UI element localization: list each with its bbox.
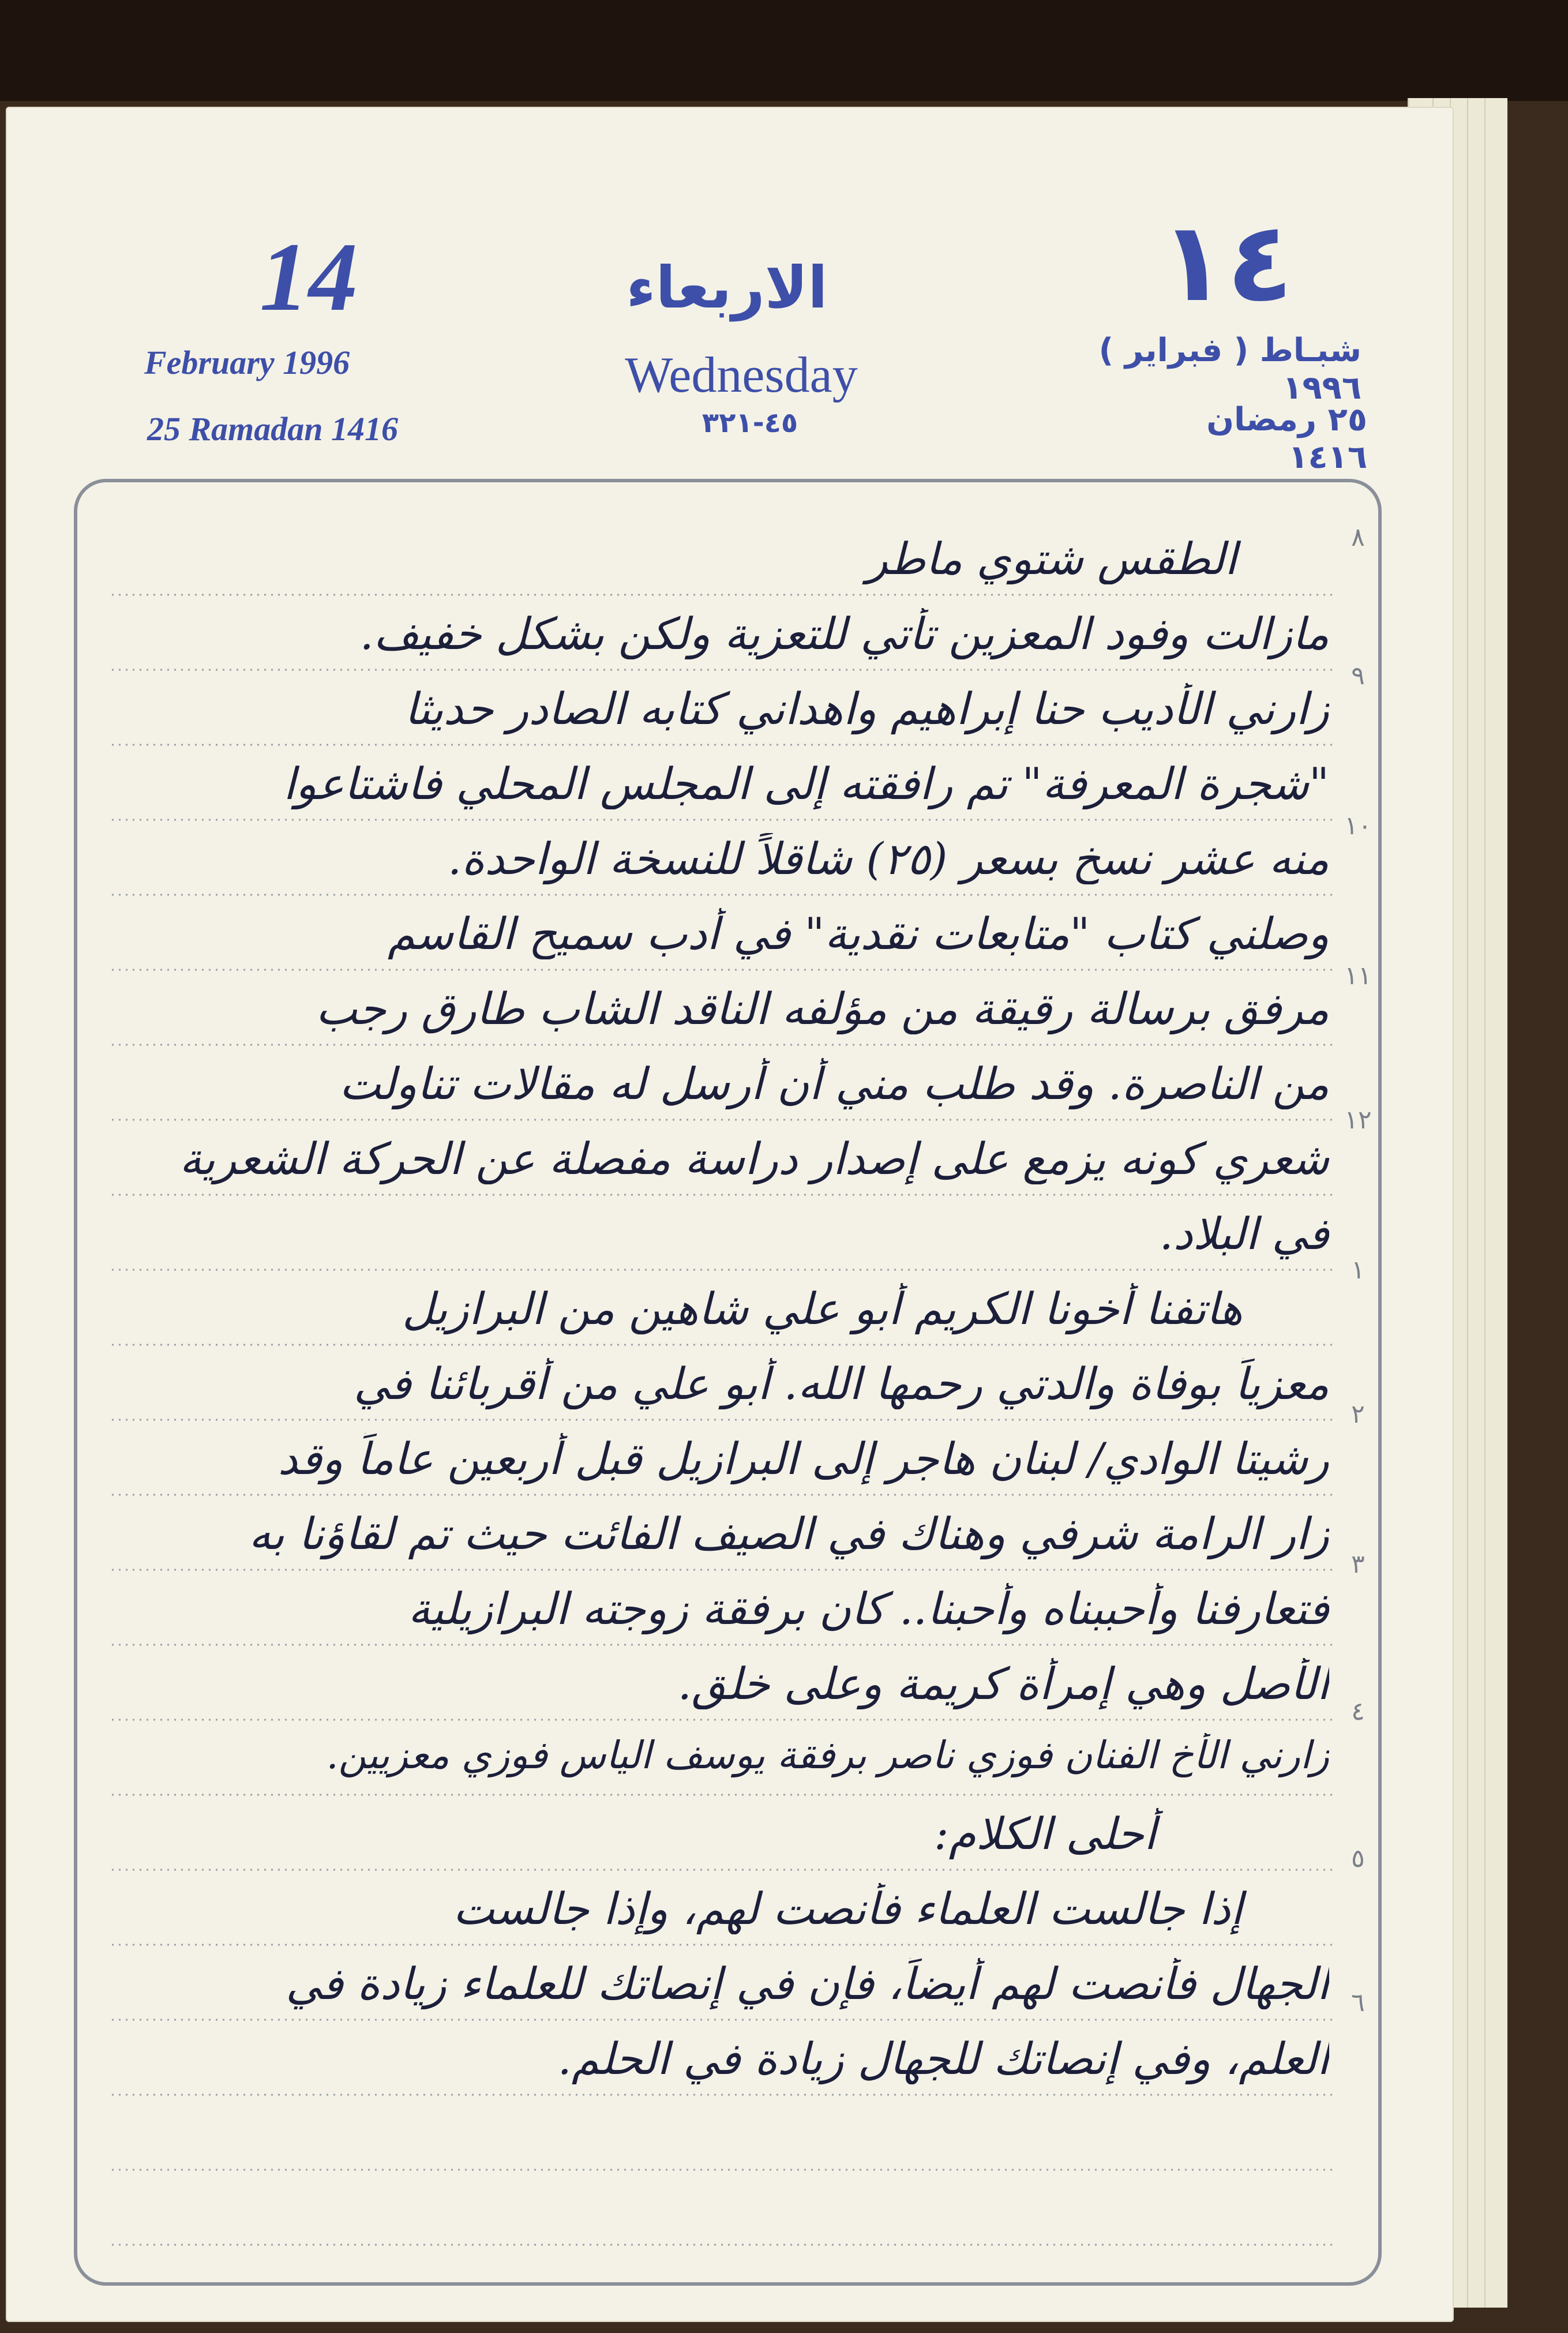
gregorian-date-english: February 1996	[144, 344, 350, 381]
weekday-english: Wednesday	[625, 347, 858, 403]
hour-marker-8: ٨	[1351, 523, 1365, 552]
entry-line: فتعارفنا وأحببناه وأحبنا.. كان برفقة زوجته البرازيلية	[408, 1583, 1329, 1634]
hijri-date-english: 25 Ramadan 1416	[147, 410, 399, 448]
entry-line: "شجرة المعرفة" تم رافقته إلى المجلس المحلي فاشتاعوا	[283, 758, 1329, 809]
hour-marker-6: ٦	[1351, 1988, 1365, 2017]
entry-line: زارني الأخ الفنان فوزي ناصر برفقة يوسف الياس فوزي معزيين.	[326, 1733, 1329, 1777]
hour-marker-10: ١٠	[1344, 811, 1372, 841]
hijri-date-arabic: ٢٥ رمضان ١٤١٦	[1206, 401, 1367, 476]
entry-line: رشيتا الوادي/ لبنان هاجر إلى البرازيل قبل أربعين عاماً وقد	[277, 1433, 1329, 1484]
entry-line: الأصل وهي إمرأة كريمة وعلى خلق.	[677, 1658, 1329, 1709]
hour-marker-2: ٢	[1351, 1400, 1365, 1429]
entry-line: زارني الأديب حنا إبراهيم واهداني كتابه الصادر حديثا	[404, 683, 1329, 734]
entry-line: أحلى الكلام:	[933, 1808, 1156, 1859]
entry-box	[74, 479, 1382, 2286]
hour-marker-4: ٤	[1351, 1697, 1365, 1726]
entry-line: مازالت وفود المعزين تأتي للتعزية ولكن بشكل خفيف.	[359, 608, 1329, 659]
entry-line: الطقس شتوي ماطر	[866, 533, 1237, 584]
entry-line: زار الرامة شرفي وهناك في الصيف الفائت حيث تم لقاؤنا به	[249, 1508, 1329, 1559]
entry-line: معزياً بوفاة والدتي رحمها الله. أبو علي من أقربائنا في	[354, 1358, 1329, 1409]
entry-line: هاتفنا أخونا الكريم أبو علي شاهين من البرازيل	[402, 1283, 1243, 1334]
gregorian-date-arabic: شبـاط ( فبراير ) ١٩٩٦	[1098, 332, 1361, 407]
entry-line: شعري كونه يزمع على إصدار دراسة مفصلة عن الحركة الشعرية	[179, 1133, 1329, 1184]
weekday-arabic: الاربعاء	[626, 254, 828, 321]
hour-marker-12: ١٢	[1344, 1105, 1372, 1135]
hour-marker-11: ١١	[1344, 961, 1372, 991]
entry-line: في البلاد.	[1159, 1208, 1329, 1259]
entry-line: منه عشر نسخ بسعر (٢٥) شاقلاً للنسخة الواحدة.	[448, 833, 1329, 884]
hour-marker-3: ٣	[1351, 1550, 1365, 1579]
entry-line: وصلني كتاب "متابعات نقدية" في أدب سميح القاسم	[387, 908, 1329, 959]
hour-marker-9: ٩	[1351, 661, 1365, 691]
scan-background	[0, 0, 1568, 101]
entry-line: إذا جالست العلماء فأنصت لهم، وإذا جالست	[453, 1883, 1243, 1934]
hour-marker-5: ٥	[1351, 1844, 1365, 1873]
entry-line: مرفق برسالة رقيقة من مؤلفه الناقد الشاب طارق رجب	[316, 983, 1329, 1034]
day-number-arabic: ١٤	[1160, 198, 1293, 326]
hour-marker-1: ١	[1351, 1255, 1365, 1285]
entry-line: من الناصرة. وقد طلب مني أن أرسل له مقالات تناولت	[339, 1058, 1329, 1109]
entry-line: العلم، وفي إنصاتك للجهال زيادة في الحلم.	[557, 2033, 1329, 2084]
day-of-year-counter: ٤٥-٣٢١	[702, 407, 798, 439]
entry-line: الجهال فأنصت لهم أيضاً، فإن في إنصاتك للعلماء زيادة في	[286, 1958, 1329, 2009]
day-number-english: 14	[260, 223, 358, 331]
